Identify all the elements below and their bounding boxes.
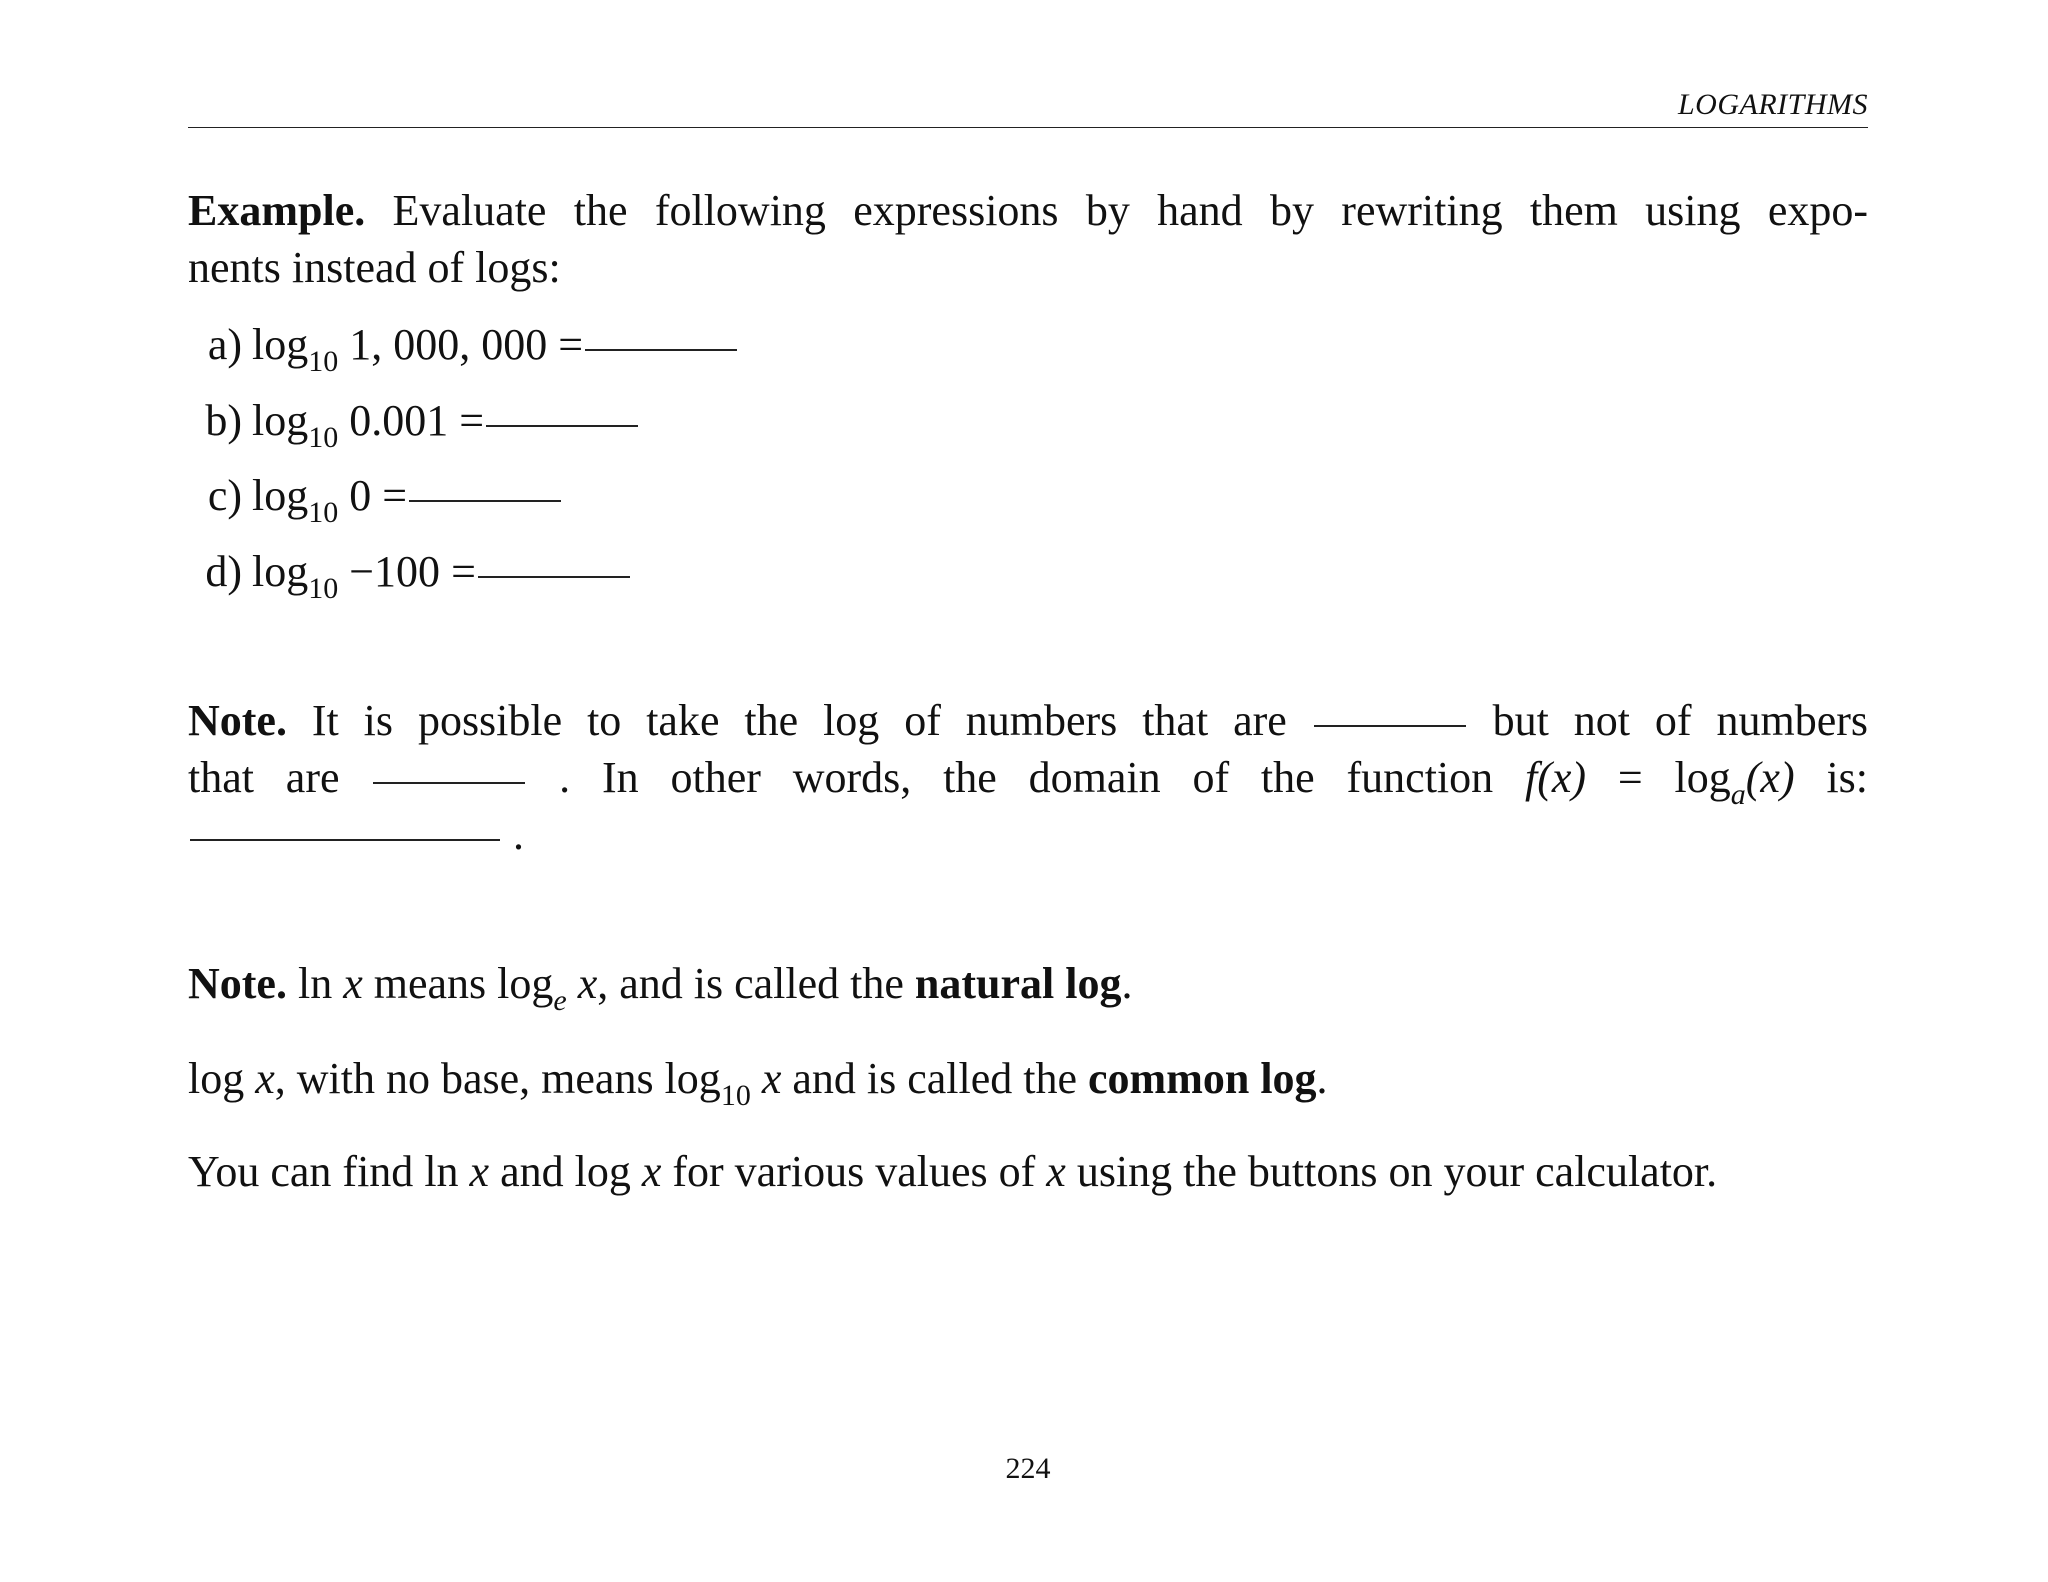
log-argument: (x) xyxy=(1745,753,1795,802)
note-text: It is possible to take the log of numbers that are xyxy=(311,696,1287,745)
log-fn: log xyxy=(664,1054,721,1103)
example-text-1: Evaluate the following expressions by hand by rewriting them using expo- xyxy=(392,186,1868,235)
note-label: Note. xyxy=(188,696,287,745)
variable-x: x xyxy=(641,1147,662,1196)
page-number: 224 xyxy=(1005,1452,1051,1485)
log-fn: log xyxy=(252,471,309,520)
answer-blank xyxy=(486,424,638,427)
document-page xyxy=(188,0,1868,1582)
note-text: . In other words, the domain of the function xyxy=(559,753,1494,802)
note-text: and is called the xyxy=(792,1054,1078,1103)
item-label: a) xyxy=(207,320,242,369)
log-fn: log xyxy=(252,320,309,369)
answer-blank xyxy=(585,348,737,351)
equals-sign: = xyxy=(558,320,584,369)
variable-x: x xyxy=(1046,1147,1066,1196)
answer-blank xyxy=(373,781,525,784)
note-label: Note. xyxy=(188,959,287,1008)
domain-note-paragraph xyxy=(188,692,1868,863)
term-common-log: common log xyxy=(1088,1054,1317,1103)
example-line-2: nents instead of logs: xyxy=(188,243,561,292)
variable-x: x xyxy=(255,1054,275,1103)
domain-answer-blank xyxy=(190,838,500,841)
item-label: d) xyxy=(205,547,242,596)
term-natural-log: natural log xyxy=(914,959,1122,1008)
common-log-note xyxy=(188,1050,1868,1112)
log-base: 10 xyxy=(308,421,339,454)
variable-x: x xyxy=(343,959,363,1008)
log-argument: 0 xyxy=(349,471,372,520)
sentence-text: using the buttons on your calculator. xyxy=(1076,1147,1718,1196)
log-fn: log xyxy=(188,1054,245,1103)
natural-log-note xyxy=(188,955,1868,1017)
equals-sign: = xyxy=(382,471,408,520)
domain-note-line-1 xyxy=(188,692,1868,749)
variable-x: x xyxy=(761,1054,782,1103)
log-fn: log xyxy=(574,1147,631,1196)
domain-note-line-2 xyxy=(188,749,1869,811)
exercise-item-d xyxy=(188,543,632,605)
log-fn: log xyxy=(252,396,309,445)
sentence-text: for various values of xyxy=(672,1147,1036,1196)
log-base: a xyxy=(1730,778,1746,811)
domain-note-line-3 xyxy=(188,806,1868,863)
exercise-item-b xyxy=(188,392,640,454)
note-text: means xyxy=(373,959,487,1008)
equals-sign: = xyxy=(1617,753,1643,802)
variable-x: x xyxy=(577,959,598,1008)
equals-sign: = xyxy=(451,547,476,596)
item-label: b) xyxy=(205,396,242,445)
log-base: e xyxy=(553,984,567,1017)
equals-sign: = xyxy=(459,396,485,445)
answer-blank xyxy=(478,575,630,578)
sentence-text: and xyxy=(500,1147,564,1196)
exercise-item-a xyxy=(188,316,739,378)
variable-x: x xyxy=(469,1147,490,1196)
log-base: 10 xyxy=(308,345,339,378)
log-base: 10 xyxy=(720,1079,751,1112)
sentence-text: You can find xyxy=(188,1147,414,1196)
log-argument: 1, 000, 000 xyxy=(349,320,548,369)
period: . xyxy=(1316,1054,1328,1103)
function-expression: f(x) xyxy=(1524,753,1587,802)
period: . xyxy=(1121,959,1133,1008)
calculator-sentence xyxy=(188,1143,1868,1200)
log-argument: −100 xyxy=(349,547,441,596)
example-label: Example. xyxy=(188,186,366,235)
log-fn: log xyxy=(497,959,554,1008)
example-line-1 xyxy=(188,182,1868,239)
log-argument: 0.001 xyxy=(349,396,449,445)
note-text: is: xyxy=(1826,753,1869,802)
note-text: , with no base, means xyxy=(274,1054,654,1103)
item-label: c) xyxy=(207,471,242,520)
ln-fn: ln xyxy=(297,959,333,1008)
exercise-item-c xyxy=(188,467,563,529)
log-base: 10 xyxy=(308,572,339,605)
note-text: that are xyxy=(188,753,340,802)
period: . xyxy=(513,810,524,859)
running-header: LOGARITHMS xyxy=(1678,88,1868,121)
note-text: , and is called the xyxy=(597,959,904,1008)
ln-fn: ln xyxy=(424,1147,459,1196)
note-text: but not of numbers xyxy=(1492,696,1869,745)
example-paragraph xyxy=(188,182,1868,296)
answer-blank xyxy=(1314,724,1466,727)
log-fn: log xyxy=(252,547,309,596)
answer-blank xyxy=(409,499,561,502)
log-base: 10 xyxy=(308,496,339,529)
log-fn: log xyxy=(1674,753,1731,802)
header-rule xyxy=(188,127,1868,128)
